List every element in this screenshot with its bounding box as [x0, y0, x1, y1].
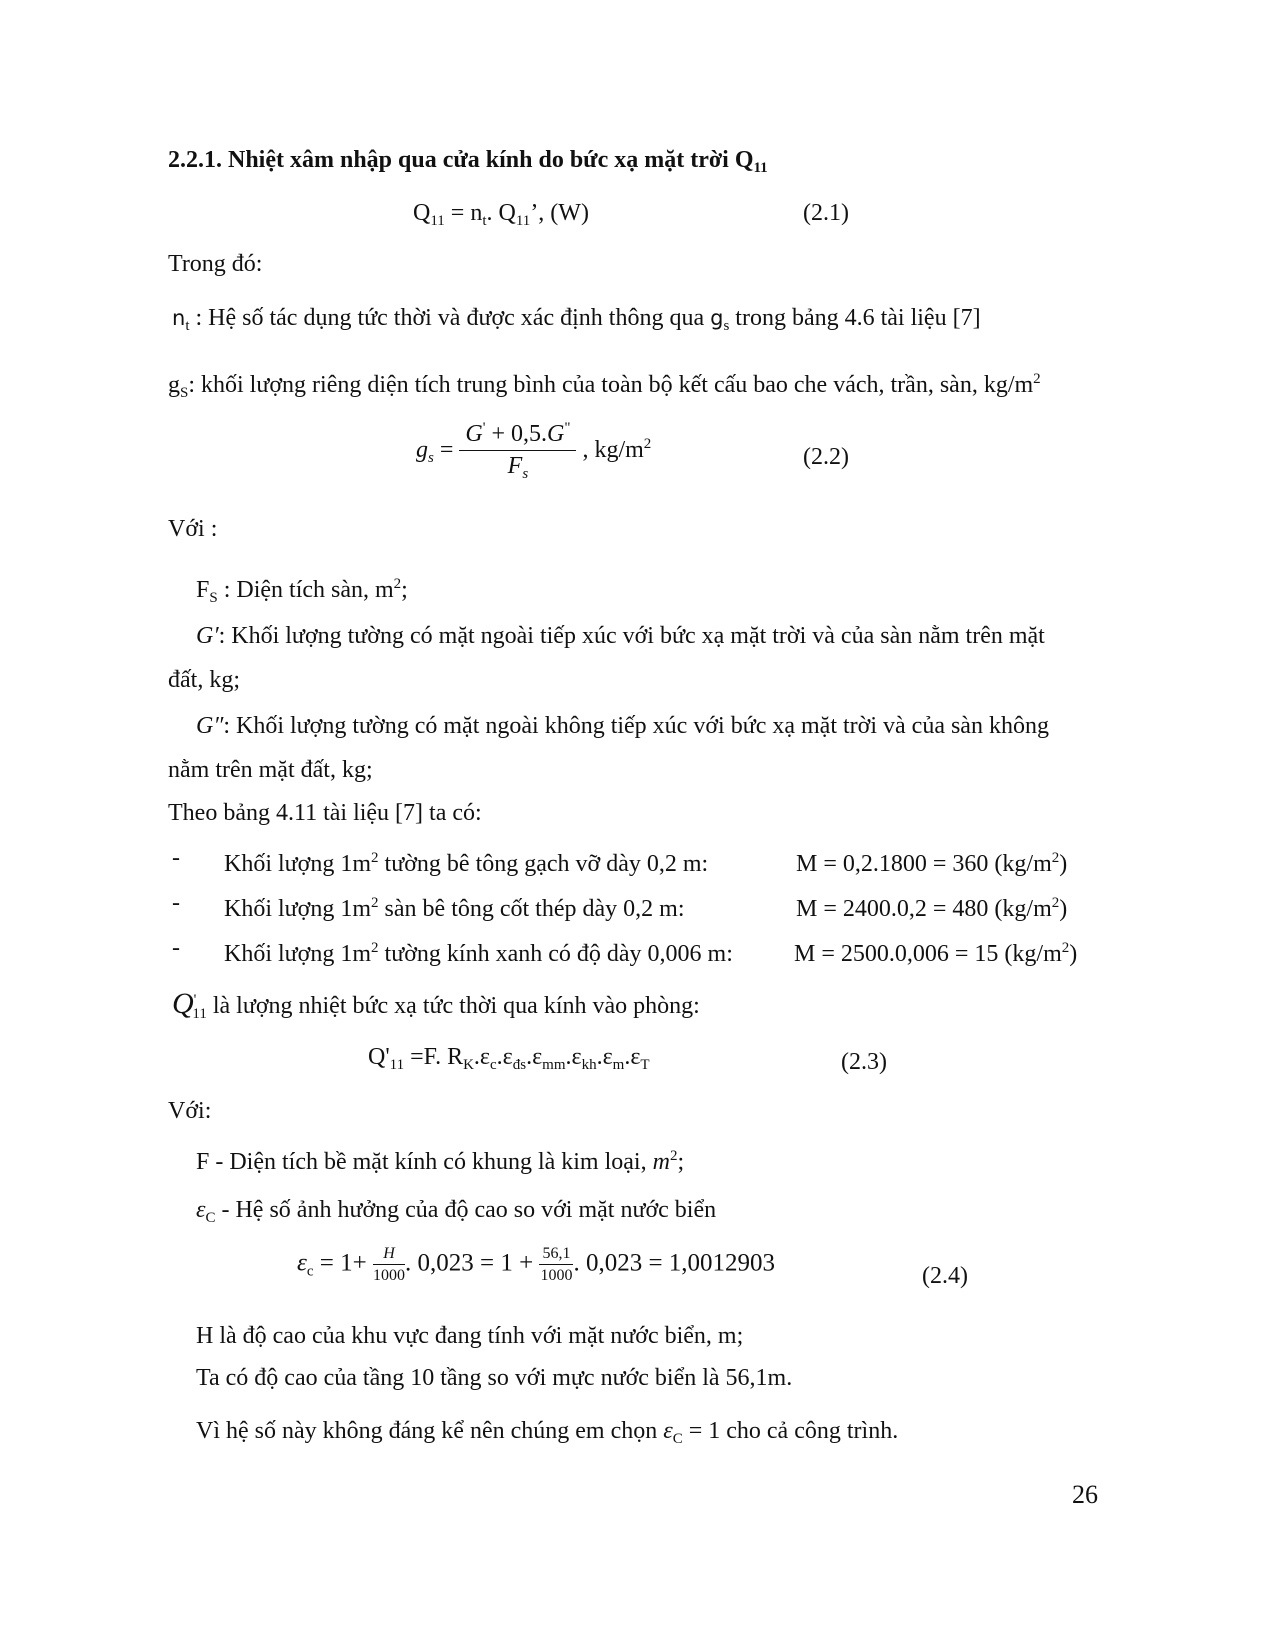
- f-definition: F - Diện tích bề mặt kính có khung là kim loại, $m^2$;: [196, 1148, 685, 1175]
- h-fraction: $\frac{H}{1000}$: [372, 1245, 405, 1284]
- epsilon-c-definition: $\varepsilon_C$ - Hệ số ảnh hưởng của độ cao so với mặt nước biển: [196, 1197, 717, 1226]
- list-bullet: -: [172, 890, 180, 916]
- height-fraction: $\frac{56,1}{1000}$: [540, 1245, 573, 1284]
- list-bullet: -: [172, 845, 180, 871]
- equation-number-2-2: (2.2): [803, 444, 849, 470]
- g-double-prime-definition: G″: Khối lượng tường có mặt ngoài không tiếp xúc với bức xạ mặt trời và của sàn không: [196, 713, 1049, 739]
- equation-2-1: $Q_{11} = n_t$. $Q_{11}$’, (W): [413, 200, 589, 229]
- list-item-value: M = 2500.0,006 = 15 $(kg/m^2)$: [794, 940, 1078, 967]
- list-item: Khối lượng $1m^2$ sàn bê tông cốt thép dày 0,2 m:: [224, 895, 685, 922]
- theo-bang-line: Theo bảng 4.11 tài liệu [7] ta có:: [168, 800, 482, 826]
- g-prime-continuation: đất, kg;: [168, 667, 240, 693]
- h-definition: H là độ cao của khu vực đang tính với mặt nước biển, m;: [196, 1323, 744, 1349]
- section-heading: 2.2.1. Nhiệt xâm nhập qua cửa kính do bức xạ mặt trời $Q_{11}$: [168, 147, 768, 176]
- equation-number-2-3: (2.3): [841, 1049, 887, 1075]
- list-item-value: M = 0,2.1800 = 360 $(kg/m^2)$: [796, 850, 1068, 877]
- height-statement: Ta có độ cao của tầng 10 tầng so với mực nước biển là 56,1m.: [196, 1365, 793, 1391]
- list-item: Khối lượng $1m^2$ tường bê tông gạch vỡ dày 0,2 m:: [224, 850, 709, 877]
- g-prime-definition: G′: Khối lượng tường có mặt ngoài tiếp xúc với bức xạ mặt trời và của sàn nằm trên mặt: [196, 623, 1045, 649]
- list-item-value: M = 2400.0,2 = 480 $(kg/m^2)$: [796, 895, 1068, 922]
- fs-definition: $F_S$ : Diện tích sàn, $m^2$;: [196, 576, 408, 606]
- equation-number-2-1: (2.1): [803, 200, 849, 226]
- conclusion-line: Vì hệ số này không đáng kể nên chúng em chọn $\varepsilon_C = 1$ cho cả công trình.: [196, 1418, 899, 1447]
- equation-2-4: $\varepsilon_c = 1+$ $\frac{H}{1000}$ . 0,023 = 1 + $\frac{56,1}{1000}$ . 0,023 = 1,0012903: [297, 1245, 776, 1284]
- gs-fraction: $\frac{G' + 0,5.G^"}{F_s}$: [459, 420, 576, 483]
- trong-do-label: Trong đó:: [168, 251, 263, 277]
- g-double-prime-continuation: nằm trên mặt đất, kg;: [168, 757, 373, 783]
- voi-label-1: Với :: [168, 516, 218, 542]
- q11-definition: $Q'_{11}$ là lượng nhiệt bức xạ tức thời qua kính vào phòng:: [172, 987, 700, 1022]
- nt-definition: $n_t$ : Hệ số tác dụng tức thời và được xác định thông qua $g_s$ trong bảng 4.6 tài liệu [7]: [172, 305, 981, 334]
- list-item: Khối lượng $1m^2$ tường kính xanh có độ dày 0,006 m:: [224, 940, 733, 967]
- equation-number-2-4: (2.4): [922, 1263, 968, 1289]
- gs-definition: $g_S$: khối lượng riêng diện tích trung bình của toàn bộ kết cấu bao che vách, trần, sàn, $kg/m^2$: [168, 371, 1041, 401]
- page-number: 26: [1072, 1480, 1098, 1509]
- list-bullet: -: [172, 935, 180, 961]
- voi-label-2: Với:: [168, 1098, 212, 1124]
- equation-2-2: $g_s$ = $\frac{G' + 0,5.G^"}{F_s}$ , $kg/m^2$: [416, 420, 652, 482]
- equation-2-3: $Q'_{11} =F$. $R_K.\varepsilon_c.\varepsilon_{đs}.\varepsilon_{mm}.\varepsilon_{kh}.\varepsilon_m.\varepsilon_T$: [368, 1044, 650, 1073]
